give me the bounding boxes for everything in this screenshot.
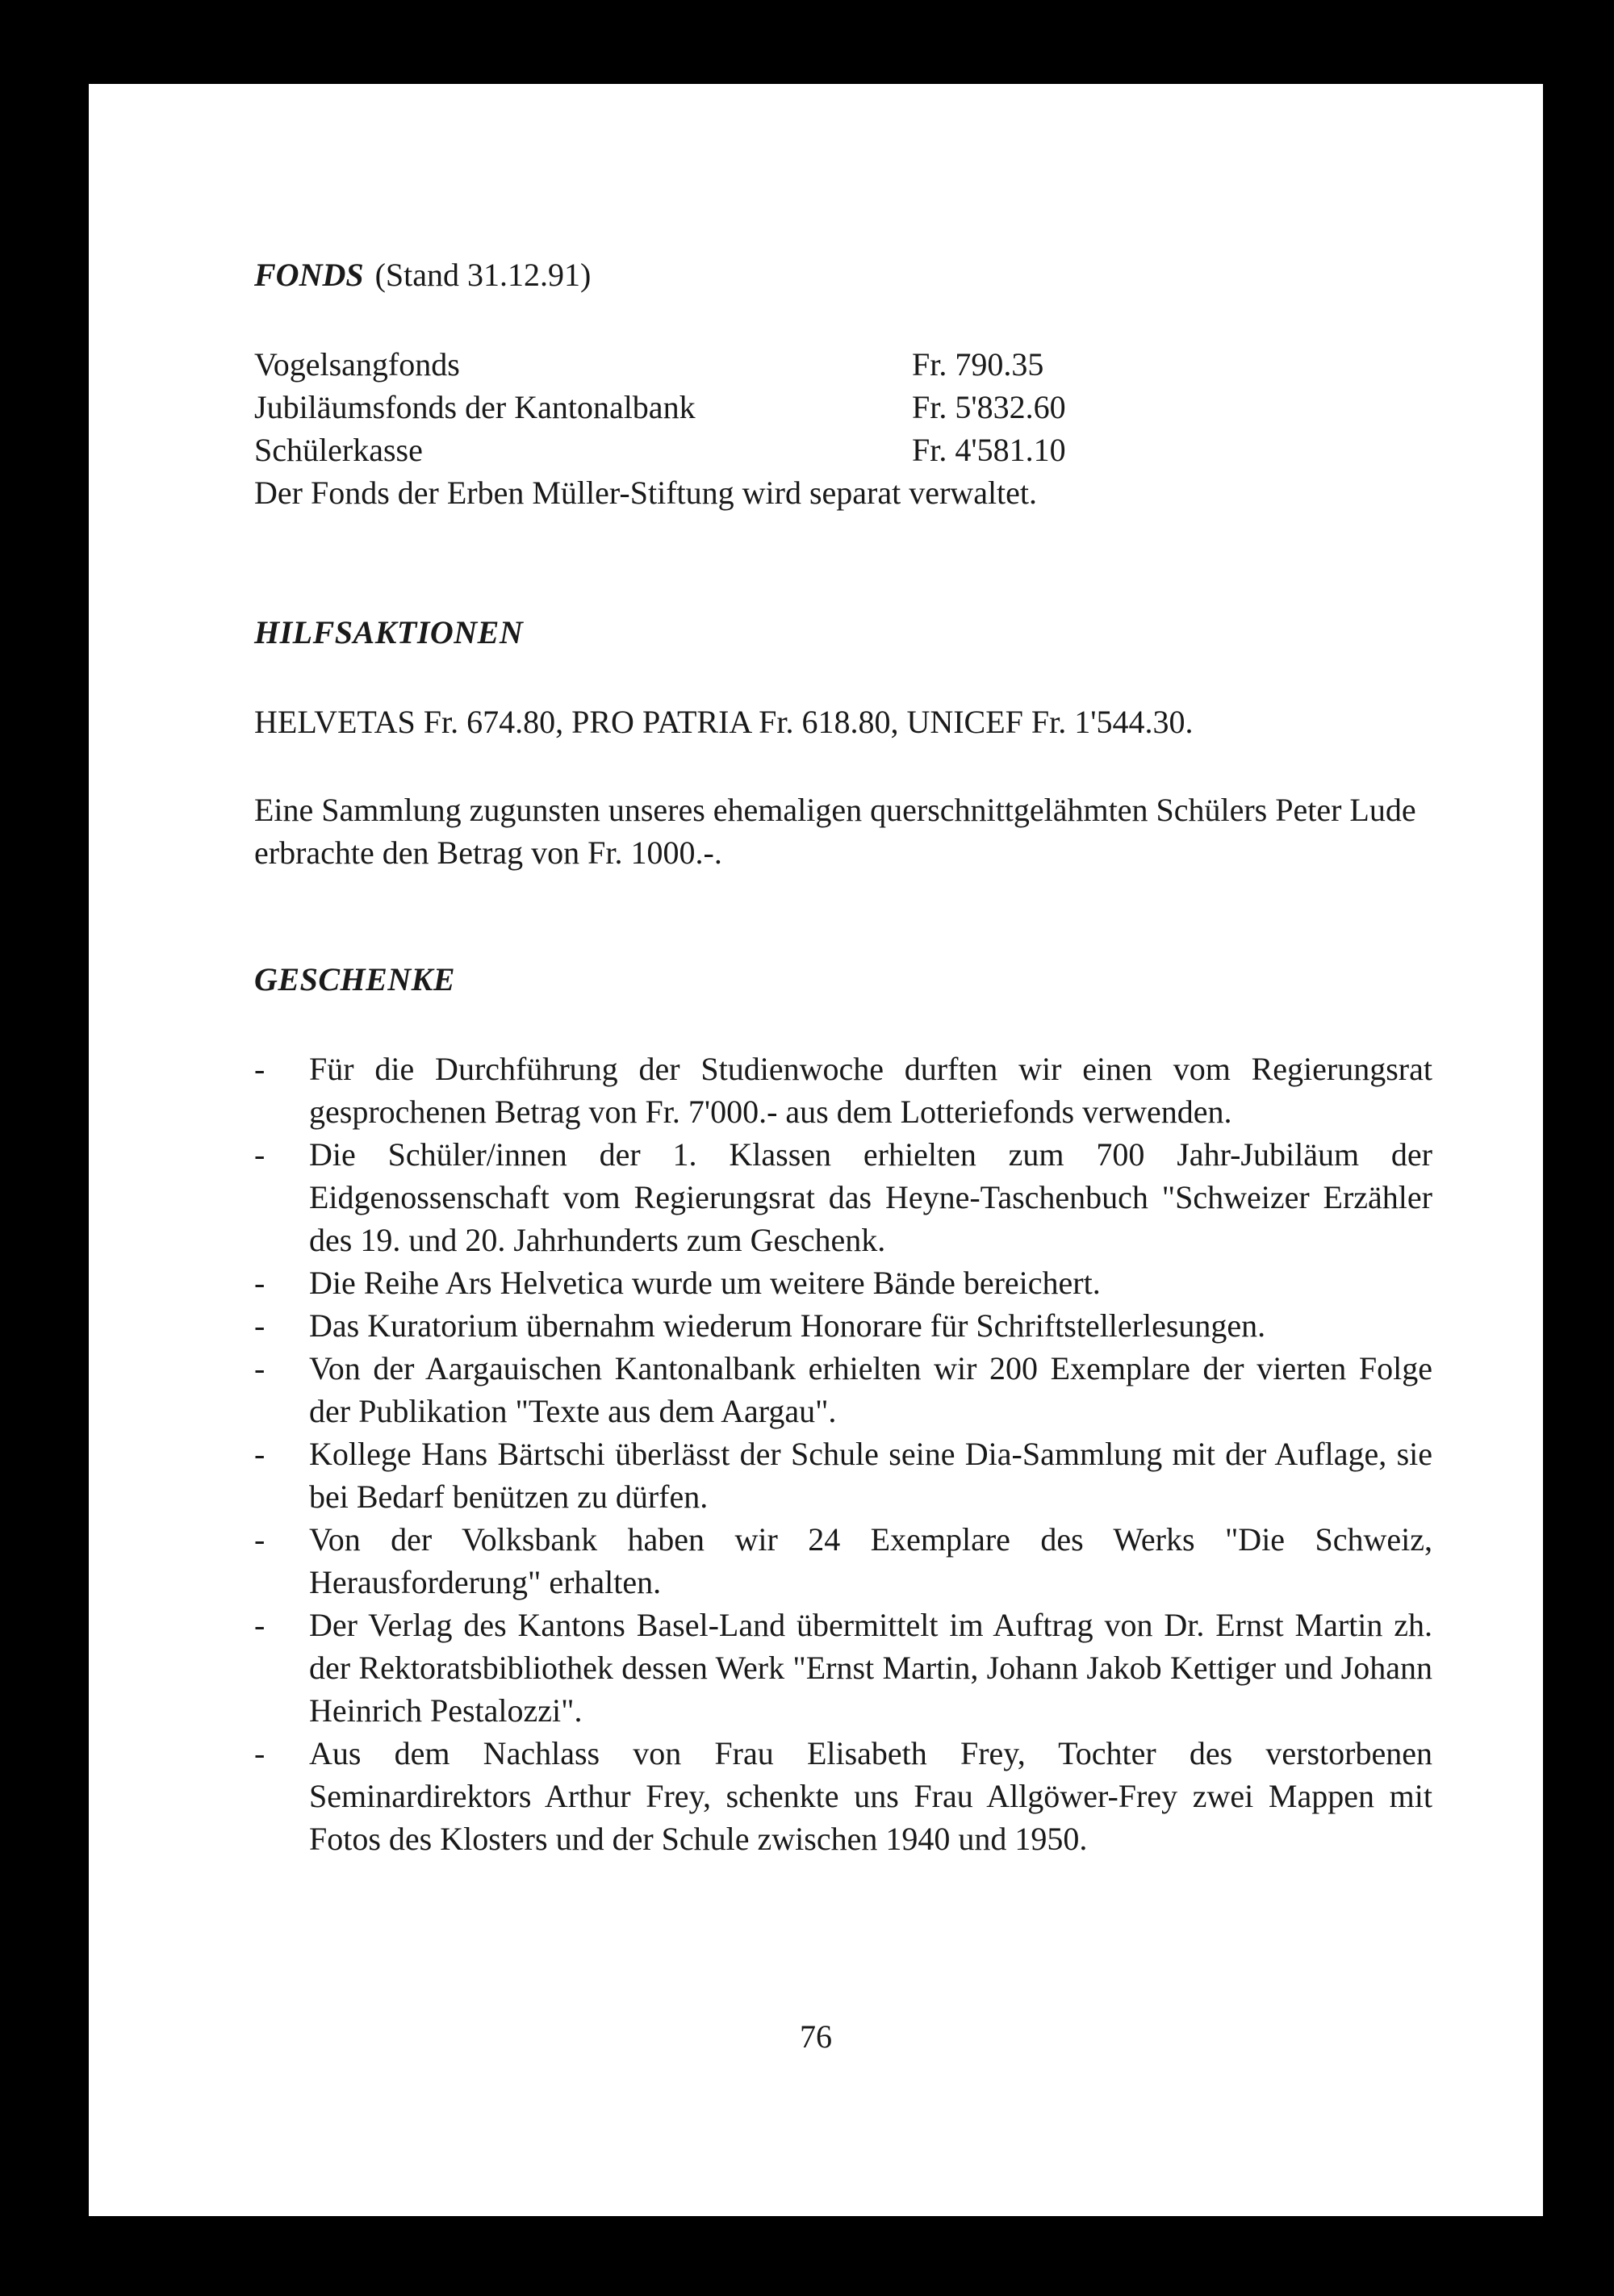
fonds-name: Vogelsangfonds [254,346,460,383]
fonds-stand-date: (Stand 31.12.91) [374,257,592,293]
fonds-name: Schülerkasse [254,432,423,468]
bullet-dash: - [254,1607,266,1643]
list-item [254,1304,1432,1347]
list-item-text: Das Kuratorium übernahm wiederum Honorare für Schriftstellerlesungen. [309,1307,1266,1344]
fonds-name: Jubiläumsfonds der Kantonalbank [254,389,696,425]
list-item-text: Aus dem Nachlass von Frau Elisabeth Frey, Tochter des verstorbenen Seminardirektors Arthur Frey, schenkte uns Frau Allgöwer-Frey zwei Mappen mit Fotos des Klosters und der Schule zwischen 1940 und 1950. [309,1735,1432,1857]
list-item [254,1604,1432,1732]
list-item [254,1518,1432,1604]
bullet-dash: - [254,1051,266,1087]
hilfsaktionen-paragraph: Eine Sammlung zugunsten unseres ehemaligen querschnittgelähmten Schülers Peter Lude erbrachte den Betrag von Fr. 1000.-. [254,792,1416,871]
fonds-note: Der Fonds der Erben Müller-Stiftung wird separat verwaltet. [254,475,1038,511]
list-item [254,1048,1432,1133]
geschenke-list [254,1048,1432,1860]
fonds-row [254,386,1513,429]
fonds-heading [254,253,1513,296]
geschenke-title: GESCHENKE [254,961,456,997]
list-item-text: Von der Aargauischen Kantonalbank erhielten wir 200 Exemplare der vierten Folge der Publikation "Texte aus dem Aargau". [309,1350,1432,1429]
page-number: 76 [800,2018,832,2055]
list-item-text: Für die Durchführung der Studienwoche durften wir einen vom Regierungsrat gesprochenen Betrag von Fr. 7'000.- aus dem Lotteriefonds verwenden. [309,1051,1432,1130]
list-item [254,1261,1432,1304]
fonds-amount: Fr. 5'832.60 [912,389,1066,425]
fonds-row [254,343,1513,386]
fonds-title: FONDS [254,257,364,293]
bullet-dash: - [254,1265,266,1301]
list-item [254,1347,1432,1432]
list-item [254,1133,1432,1261]
fonds-row [254,429,1513,471]
fonds-amount: Fr. 4'581.10 [912,432,1066,468]
hilfsaktionen-title: HILFSAKTIONEN [254,614,524,650]
page-content [254,253,1513,1860]
list-item-text: Kollege Hans Bärtschi überlässt der Schule seine Dia-Sammlung mit der Auflage, sie bei Bedarf benützen zu dürfen. [309,1436,1432,1515]
list-item [254,1432,1432,1518]
bullet-dash: - [254,1307,266,1344]
document-page [89,84,1543,2216]
list-item-text: Der Verlag des Kantons Basel-Land übermittelt im Auftrag von Dr. Ernst Martin zh. der Rektoratsbibliothek dessen Werk "Ernst Martin, Johann Jakob Kettiger und Johann Heinrich Pestalozzi". [309,1607,1432,1729]
hilfsaktionen-amounts: HELVETAS Fr. 674.80, PRO PATRIA Fr. 618.80, UNICEF Fr. 1'544.30. [254,704,1194,740]
list-item [254,1732,1432,1860]
bullet-dash: - [254,1136,266,1173]
bullet-dash: - [254,1436,266,1472]
bullet-dash: - [254,1735,266,1771]
fonds-amount: Fr. 790.35 [912,346,1044,383]
list-item-text: Die Reihe Ars Helvetica wurde um weitere Bände bereichert. [309,1265,1101,1301]
bullet-dash: - [254,1350,266,1386]
bullet-dash: - [254,1521,266,1558]
list-item-text: Die Schüler/innen der 1. Klassen erhielten zum 700 Jahr-Jubiläum der Eidgenossenschaft vom Regierungsrat das Heyne-Taschenbuch "Schweizer Erzähler des 19. und 20. Jahrhunderts zum Geschenk. [309,1136,1432,1258]
list-item-text: Von der Volksbank haben wir 24 Exemplare des Werks "Die Schweiz, Herausforderung" erhalten. [309,1521,1432,1600]
